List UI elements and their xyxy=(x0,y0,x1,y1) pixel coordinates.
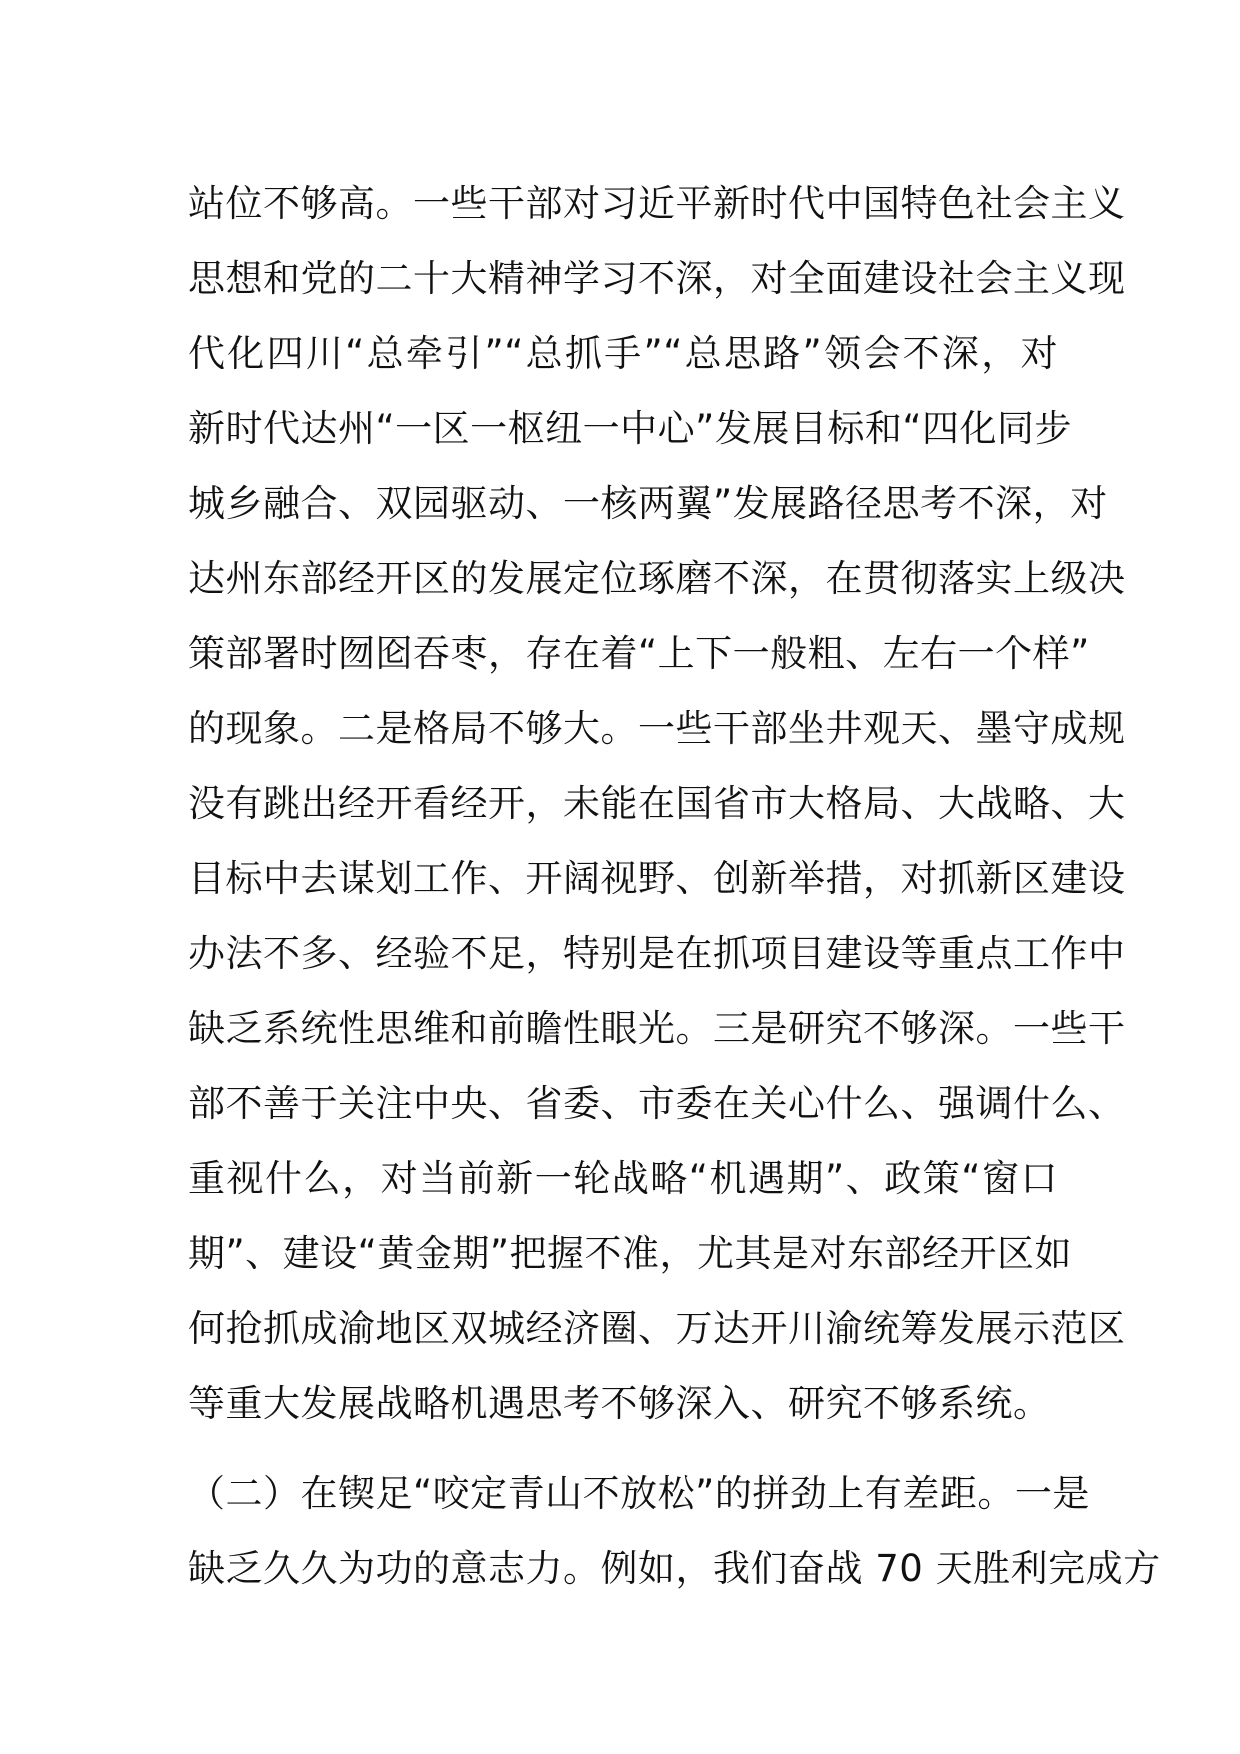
text-line: 代化四川“总牵引”“总抓手”“总思路”领会不深，对 xyxy=(188,332,1058,375)
paragraph-spacer xyxy=(188,1441,1058,1456)
text-line: 策部署时囫囵吞枣，存在着“上下一般粗、左右一个样” xyxy=(188,632,1090,675)
text-line: 思想和党的二十大精神学习不深，对全面建设社会主义现 xyxy=(188,257,1126,300)
body-text xyxy=(188,166,1161,1606)
text-line: 重视什么，对当前新一轮战略“机遇期”、政策“窗口 xyxy=(188,1157,1058,1200)
text-line: 的现象。二是格局不够大。一些干部坐井观天、墨守成规 xyxy=(188,707,1126,750)
text-line: 部不善于关注中央、省委、市委在关心什么、强调什么、 xyxy=(188,1082,1126,1125)
text-line: 新时代达州“一区一枢纽一中心”发展目标和“四化同步 xyxy=(188,407,1073,450)
text-line: 缺乏系统性思维和前瞻性眼光。三是研究不够深。一些干 xyxy=(188,1007,1126,1050)
text-line: 站位不够高。一些干部对习近平新时代中国特色社会主义 xyxy=(188,182,1126,225)
text-line: 没有跳出经开看经开，未能在国省市大格局、大战略、大 xyxy=(188,782,1126,825)
text-line: 办法不多、经验不足，特别是在抓项目建设等重点工作中 xyxy=(188,932,1126,975)
text-line: 期”、建设“黄金期”把握不准，尤其是对东部经开区如 xyxy=(188,1232,1073,1275)
text-line: 达州东部经开区的发展定位琢磨不深，在贯彻落实上级决 xyxy=(188,557,1126,600)
text-line: （二）在锲足“咬定青山不放松”的拼劲上有差距。一是 xyxy=(188,1472,1090,1515)
text-line: 目标中去谋划工作、开阔视野、创新举措，对抓新区建设 xyxy=(188,857,1126,900)
paragraph-2 xyxy=(188,1456,1161,1606)
paragraph-1 xyxy=(188,166,1126,1441)
text-line: 缺乏久久为功的意志力。例如，我们奋战 70 天胜利完成方 xyxy=(188,1547,1161,1590)
text-line: 何抢抓成渝地区双城经济圈、万达开川渝统筹发展示范区 xyxy=(188,1307,1126,1350)
text-line: 城乡融合、双园驱动、一核两翼”发展路径思考不深，对 xyxy=(188,482,1108,525)
text-line: 等重大发展战略机遇思考不够深入、研究不够系统。 xyxy=(188,1382,1051,1425)
